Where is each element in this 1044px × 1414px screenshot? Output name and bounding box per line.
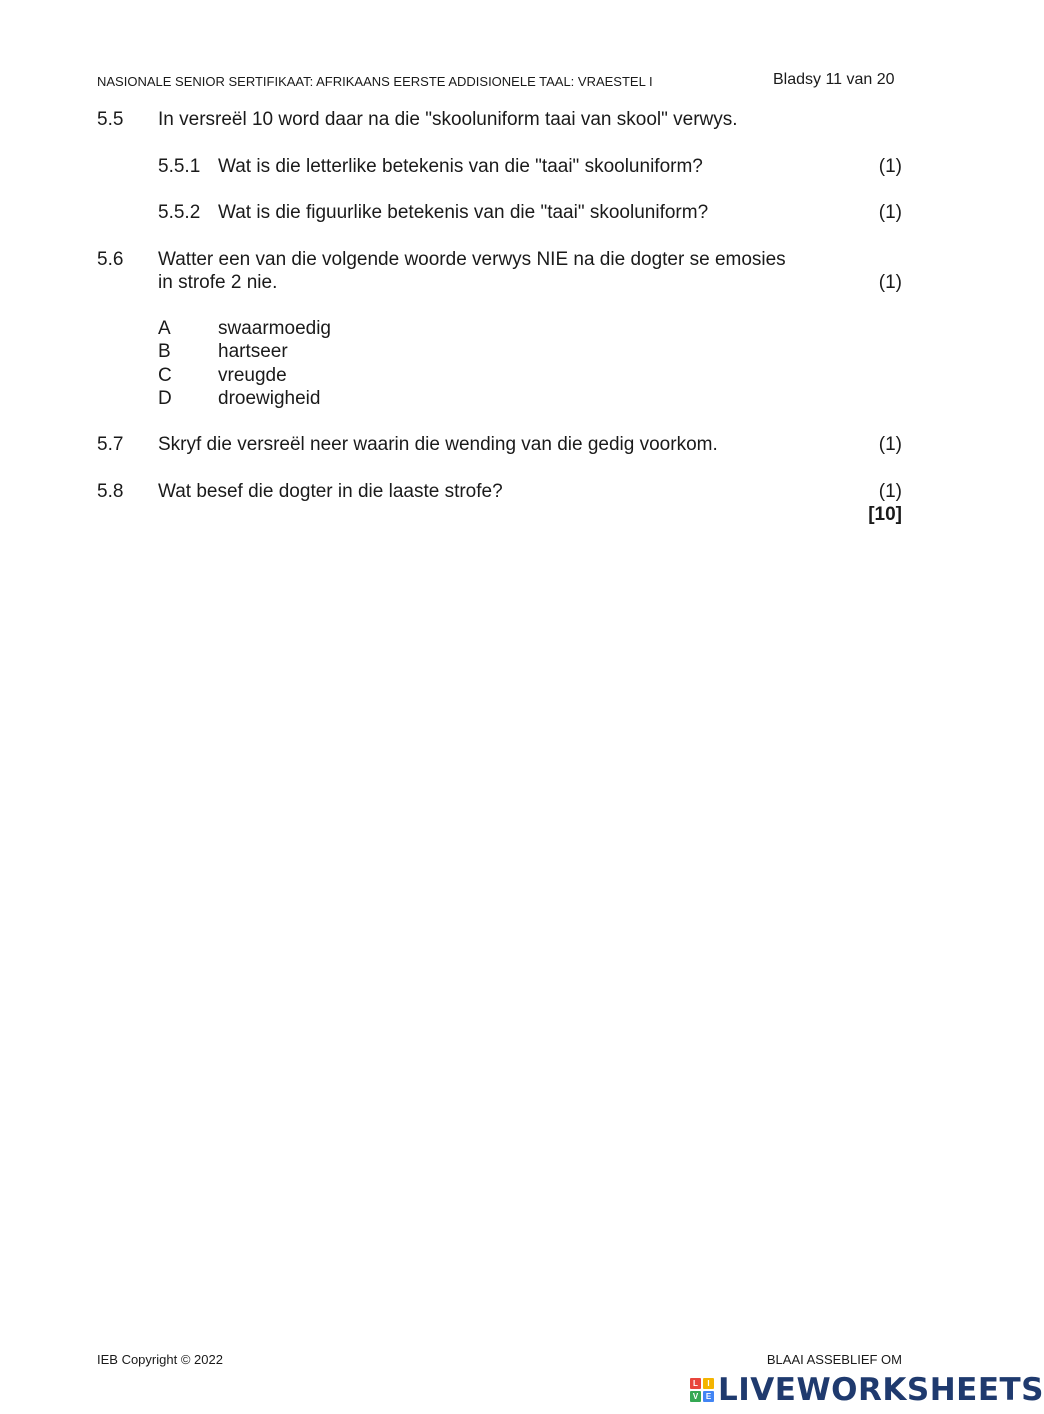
option-text: hartseer (218, 341, 288, 362)
subquestion-number: 5.5.2 (158, 202, 201, 223)
question-mark: (1) (878, 481, 902, 502)
subquestion-number: 5.5.1 (158, 156, 201, 177)
logo-letter: L (690, 1378, 701, 1389)
brand-name: LIVEWORKSHEETS (718, 1372, 1044, 1408)
question-text: Skryf die versreël neer waarin die wending van die gedig voorkom. (158, 434, 718, 455)
question-number: 5.5 (97, 109, 124, 130)
option-text: vreugde (218, 365, 287, 386)
logo-letter: I (703, 1378, 714, 1389)
question-mark: (1) (878, 156, 902, 177)
question-mark: (1) (878, 202, 902, 223)
question-mark: (1) (878, 272, 902, 293)
header-title: NASIONALE SENIOR SERTIFIKAAT: AFRIKAANS EERSTE ADDISIONELE TAAL: VRAESTEL I (97, 74, 653, 89)
turn-over-note: BLAAI ASSEBLIEF OM (766, 1352, 902, 1367)
option-letter: D (158, 388, 172, 409)
option-letter: A (158, 318, 171, 339)
question-mark: (1) (878, 434, 902, 455)
logo-letter: E (703, 1391, 714, 1402)
question-text-line-1: Watter een van die volgende woorde verwys NIE na die dogter se emosies (158, 249, 786, 270)
subquestion-text: Wat is die figuurlike betekenis van die "taai" skooluniform? (218, 202, 709, 223)
question-text-line-2: in strofe 2 nie. (158, 272, 278, 293)
liveworksheets-logo[interactable] (690, 1372, 1044, 1408)
question-text: Wat besef die dogter in die laaste strofe? (158, 481, 503, 502)
page-number: Bladsy 11 van 20 (773, 71, 895, 88)
logo-letter: V (690, 1391, 701, 1402)
question-number: 5.6 (97, 249, 124, 270)
subquestion-text: Wat is die letterlike betekenis van die "taai" skooluniform? (218, 156, 703, 177)
option-text: swaarmoedig (218, 318, 331, 339)
question-number: 5.8 (97, 481, 124, 502)
copyright: IEB Copyright © 2022 (97, 1352, 223, 1367)
question-number: 5.7 (97, 434, 124, 455)
option-text: droewigheid (218, 388, 321, 409)
question-text: In versreël 10 word daar na die "skooluniform taai van skool" verwys. (158, 109, 738, 130)
section-total: [10] (868, 504, 902, 525)
option-letter: C (158, 365, 172, 386)
option-letter: B (158, 341, 171, 362)
logo-icon (690, 1378, 714, 1402)
